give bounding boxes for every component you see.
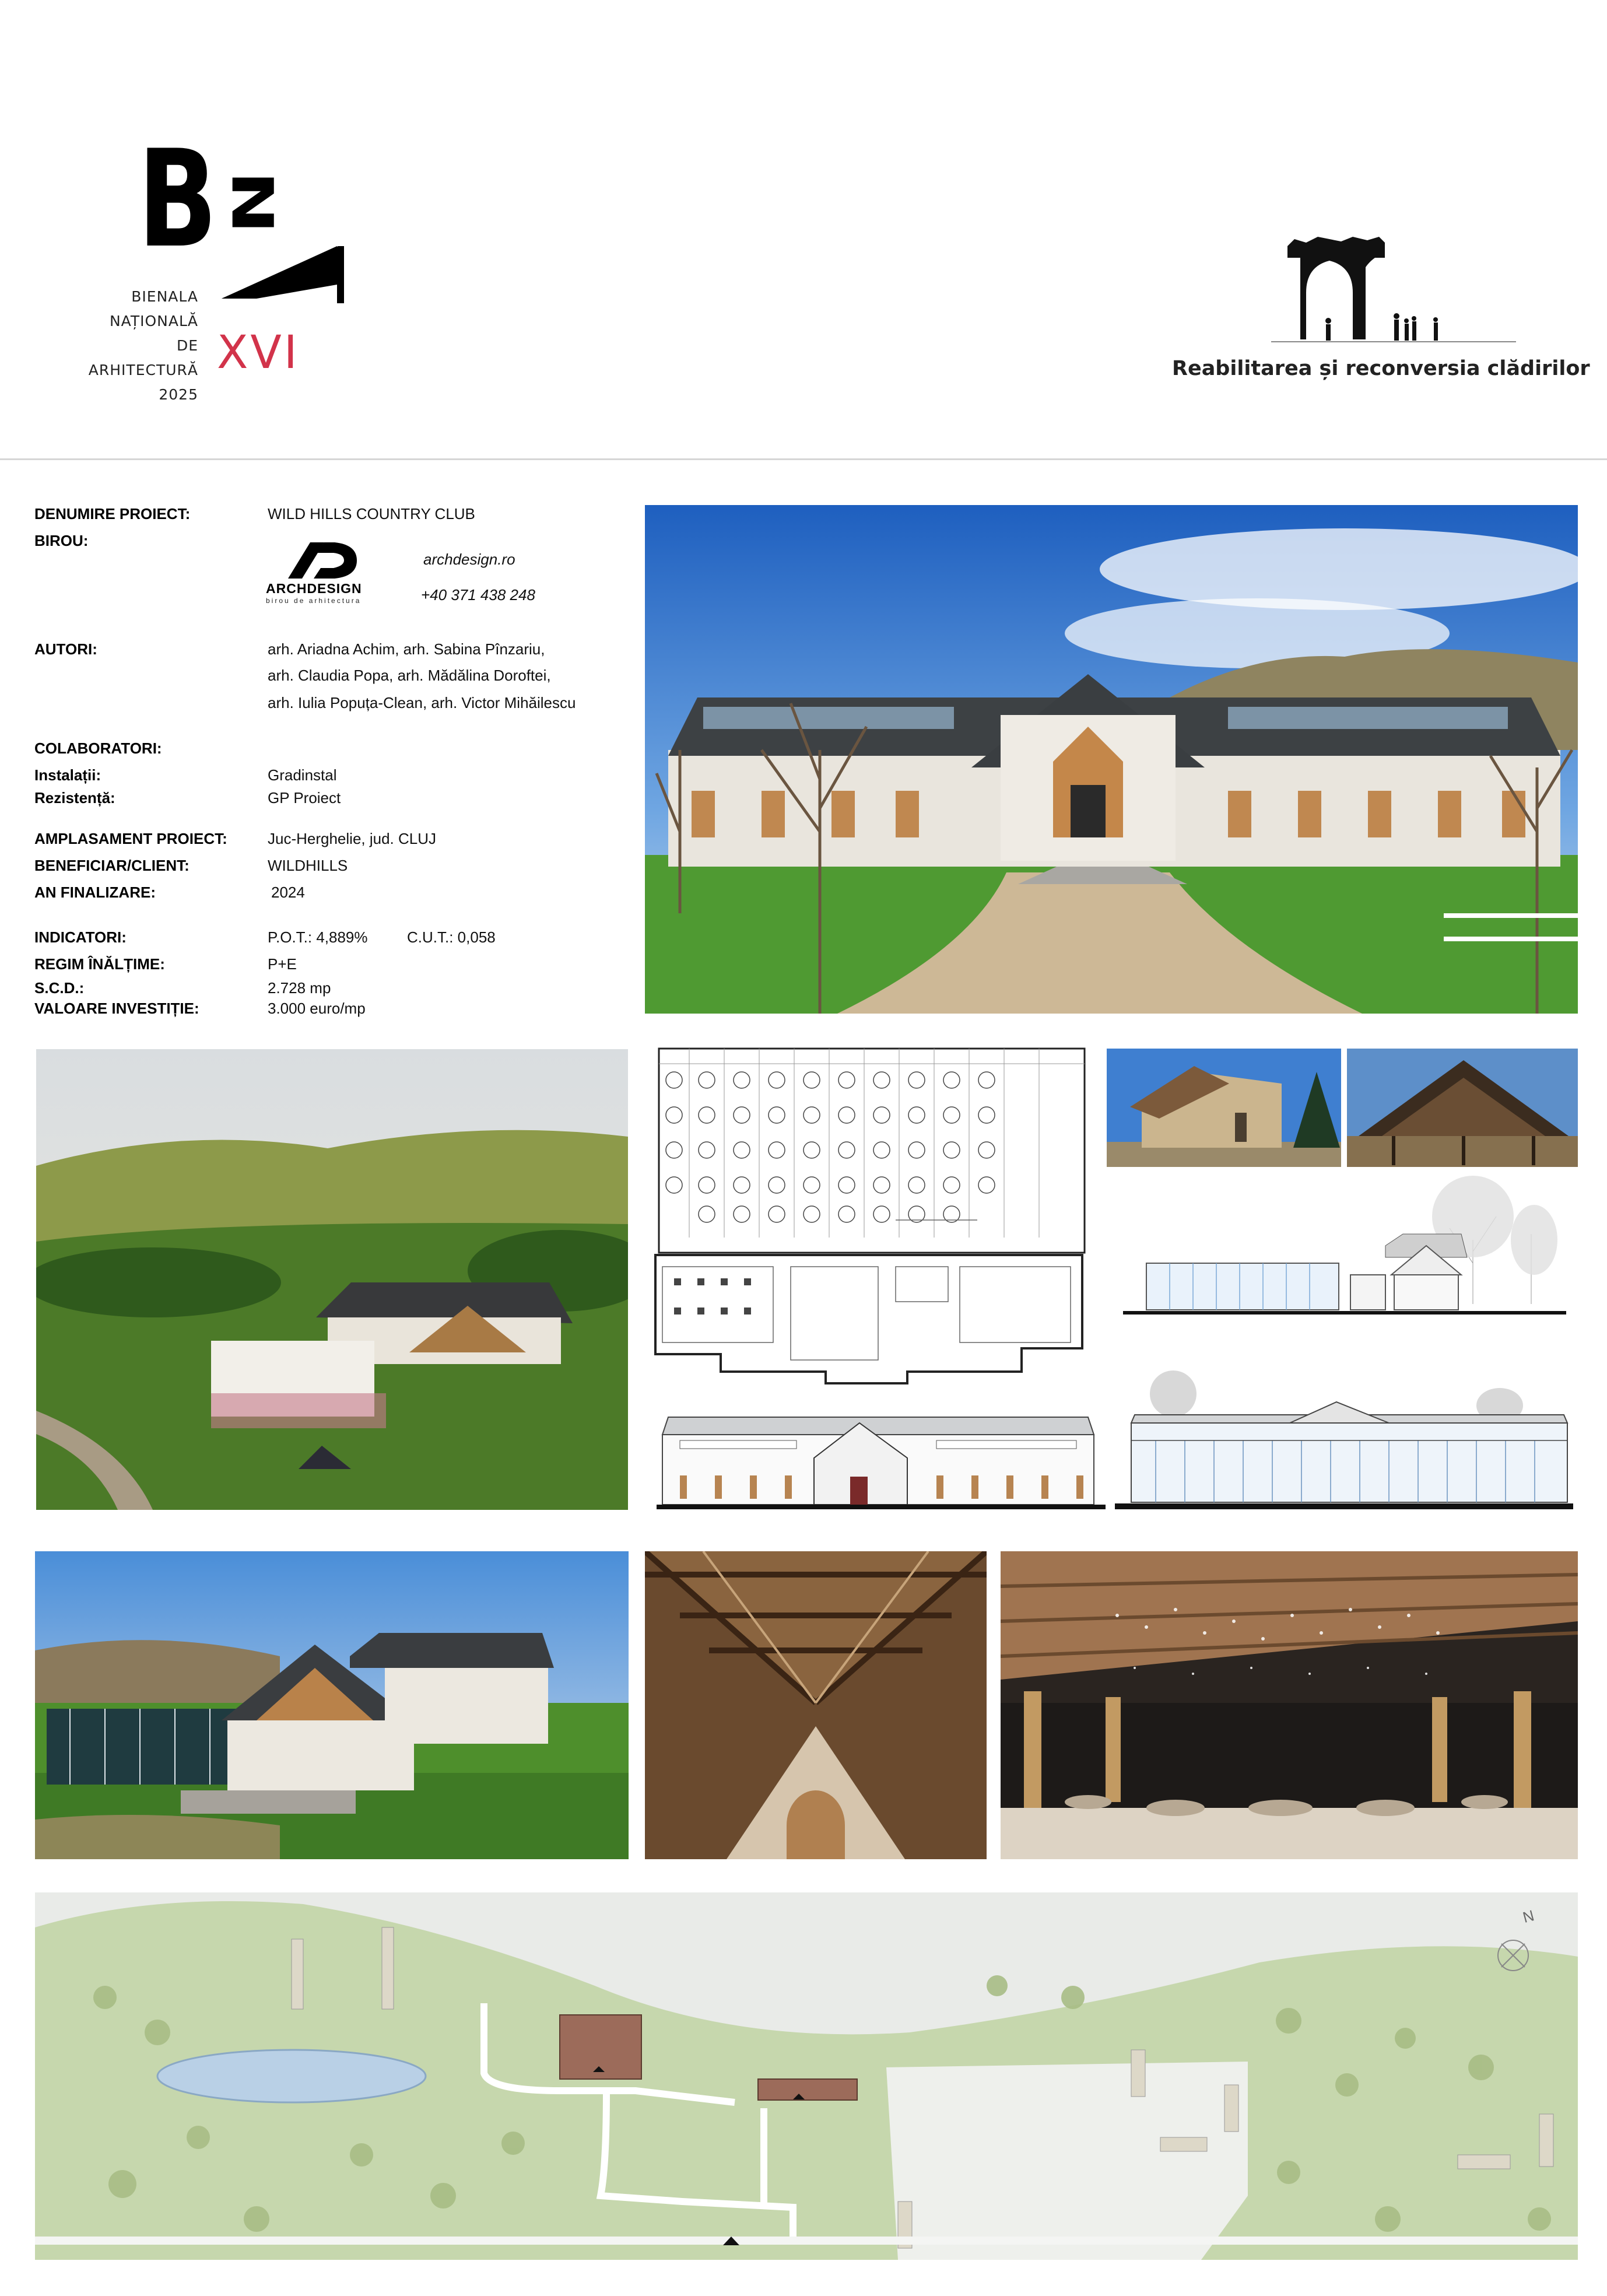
logo-line-1: BIENALA: [131, 288, 198, 305]
aerial-event-photo: [36, 1049, 628, 1510]
authors-line-3: arh. Iulia Popuța-Clean, arh. Victor Mihăilescu: [268, 694, 576, 711]
logo-letter-n: N: [219, 170, 286, 234]
pot-value: P.O.T.: 4,889%: [268, 928, 368, 946]
ruin-before-photo-2: [1347, 1049, 1578, 1167]
archdesign-logo: [266, 542, 377, 605]
category-label: Reabilitarea și reconversia clădirilor: [1172, 357, 1590, 380]
logo-letter-b: B: [138, 122, 217, 278]
scd-value: 2.728 mp: [268, 979, 331, 997]
roof-structure-photo: [645, 1551, 987, 1859]
logo-subtitle: [87, 285, 198, 407]
ruin-before-photo-1: [1107, 1049, 1341, 1167]
logo-line-2: NAȚIONALĂ: [109, 313, 198, 329]
terrace-aerial-photo: [35, 1551, 629, 1859]
office-web: archdesign.ro: [423, 551, 515, 568]
edition-number: XVI: [217, 327, 300, 379]
structure-value: GP Proiect: [268, 789, 341, 807]
logo-letter-a-shape: [222, 233, 344, 303]
authors-line-2: arh. Claudia Popa, arh. Mădălina Doroftei,: [268, 667, 551, 684]
logo-line-5: 2025: [159, 386, 198, 403]
side-elevation-drawing: [1123, 1170, 1566, 1327]
height-label: REGIM ÎNĂLȚIME:: [34, 955, 165, 973]
collaborators-label: COLABORATORI:: [34, 739, 162, 757]
year-label: AN FINALIZARE:: [34, 884, 156, 901]
archdesign-mark-icon: [288, 542, 358, 579]
arch-ruin-icon: [1271, 234, 1516, 345]
client-value: WILDHILLS: [268, 857, 348, 874]
year-value: 2024: [271, 884, 305, 901]
height-value: P+E: [268, 955, 297, 973]
office-phone: +40 371 438 248: [421, 586, 535, 604]
installations-label: Instalații:: [34, 766, 101, 784]
indicators-label: INDICATORI:: [34, 928, 127, 946]
project-label: DENUMIRE PROIECT:: [34, 505, 191, 523]
ground-floor-plan: [651, 1045, 1095, 1389]
client-label: BENEFICIAR/CLIENT:: [34, 857, 190, 874]
authors-label: AUTORI:: [34, 640, 97, 658]
north-arrow-icon: [1493, 1927, 1534, 1974]
investment-label: VALOARE INVESTIȚIE:: [34, 1000, 199, 1017]
logo-line-4: ARHITECTURĂ: [88, 362, 198, 378]
front-elevation-drawing: [657, 1411, 1106, 1512]
back-elevation-drawing: [1115, 1370, 1573, 1512]
office-label: BIROU:: [34, 532, 89, 549]
authors-line-1: arh. Ariadna Achim, arh. Sabina Pînzariu,: [268, 640, 545, 658]
site-label: AMPLASAMENT PROIECT:: [34, 830, 227, 847]
north-label: N: [1521, 1906, 1536, 1926]
investment-value: 3.000 euro/mp: [268, 1000, 366, 1017]
installations-value: Gradinstal: [268, 766, 337, 784]
site-plan: [35, 1892, 1578, 2260]
project-value: WILD HILLS COUNTRY CLUB: [268, 505, 475, 523]
archdesign-tagline: birou de arhitectura: [266, 597, 362, 605]
site-value: Juc-Herghelie, jud. CLUJ: [268, 830, 437, 847]
logo-line-3: DE: [176, 337, 198, 354]
main-facade-photo: [645, 505, 1578, 1014]
header-divider: [0, 458, 1607, 460]
cut-value: C.U.T.: 0,058: [407, 928, 496, 946]
structure-label: Rezistență:: [34, 789, 115, 807]
archdesign-name: ARCHDESIGN: [266, 581, 362, 596]
scd-label: S.C.D.:: [34, 979, 85, 997]
ballroom-interior-photo: [1001, 1551, 1578, 1859]
